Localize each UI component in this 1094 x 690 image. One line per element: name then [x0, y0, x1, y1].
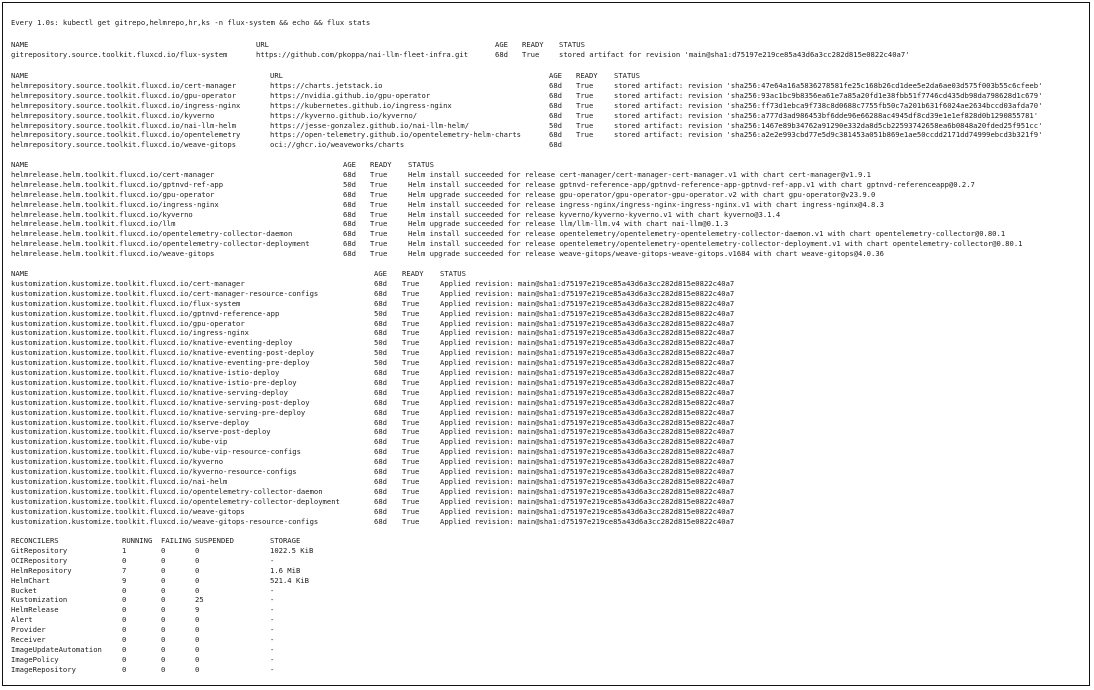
table-cell: True — [576, 110, 594, 120]
table-cell: Applied revision: main@sha1:d75197e219ce85a43d6a3cc282d815e0822c40a7 — [440, 338, 735, 348]
table-cell: helmrelease.helm.toolkit.fluxcd.io/gpu-operator — [11, 189, 215, 199]
table-cell: Applied revision: main@sha1:d75197e219ce85a43d6a3cc282d815e0822c40a7 — [440, 278, 735, 288]
table-cell: 0 — [161, 615, 166, 625]
table-cell: True — [576, 80, 594, 90]
column-header: URL — [270, 71, 283, 80]
table-cell: True — [402, 308, 420, 318]
table-cell: kustomization.kustomize.toolkit.fluxcd.io/kyverno-resource-configs — [11, 467, 297, 476]
table-cell: 68d — [374, 377, 387, 387]
table-cell: 0 — [161, 595, 166, 605]
table-cell: True — [402, 397, 420, 407]
table-cell: True — [370, 219, 388, 229]
table-cell: kustomization.kustomize.toolkit.fluxcd.io/knative-eventing-post-deploy — [11, 348, 314, 358]
table-cell: kustomization.kustomize.toolkit.fluxcd.io/knative-serving-deploy — [11, 387, 288, 397]
table-cell: True — [402, 437, 420, 447]
table-cell: 0 — [122, 644, 127, 654]
column-header: STATUS — [440, 269, 466, 278]
column-header: AGE — [495, 40, 508, 49]
table-cell: kustomization.kustomize.toolkit.fluxcd.io/kserve-post-deploy — [11, 427, 271, 437]
table-cell: 7 — [122, 565, 127, 575]
table-cell: True — [370, 189, 388, 199]
table-cell: True — [402, 447, 420, 457]
table-cell: - — [270, 635, 275, 644]
column-header: READY — [522, 40, 544, 49]
table-cell: 0 — [195, 555, 200, 565]
table-cell: True — [402, 506, 420, 516]
table-cell: 68d — [374, 457, 387, 467]
table-cell: True — [402, 476, 420, 486]
table-cell: https://nvidia.github.io/gpu-operator — [270, 90, 431, 100]
table-cell: 0 — [122, 654, 127, 664]
table-cell: Applied revision: main@sha1:d75197e219ce85a43d6a3cc282d815e0822c40a7 — [440, 318, 735, 328]
column-header: NAME — [11, 40, 29, 49]
table-cell: Applied revision: main@sha1:d75197e219ce85a43d6a3cc282d815e0822c40a7 — [440, 437, 735, 447]
table-cell: True — [402, 486, 420, 496]
table-cell: Applied revision: main@sha1:d75197e219ce85a43d6a3cc282d815e0822c40a7 — [440, 496, 735, 506]
table-cell: True — [370, 169, 388, 179]
table-cell: helmrepository.source.toolkit.fluxcd.io/ingress-nginx — [11, 100, 241, 110]
table-cell: kustomization.kustomize.toolkit.fluxcd.io/kube-vip — [11, 437, 228, 447]
column-header: RUNNING — [122, 536, 153, 545]
table-cell: ImageRepository — [11, 664, 76, 674]
table-cell: True — [370, 199, 388, 209]
table-cell: 25 — [195, 595, 204, 605]
table-cell: 0 — [195, 644, 200, 654]
table-cell: kustomization.kustomize.toolkit.fluxcd.io/weave-gitops-resource-configs — [11, 516, 319, 526]
table-cell: 0 — [161, 654, 166, 664]
column-header: RECONCILERS — [11, 536, 59, 545]
table-cell: 68d — [374, 437, 387, 447]
table-cell: 0 — [195, 635, 200, 644]
table-cell: stored artifact: revision 'sha256:a2e2e993cbd77e5d9c381453a051b869e1ae50ccdd2171dd74999ebcd3b321f9' — [614, 130, 1043, 140]
column-header: READY — [576, 71, 598, 80]
table-cell: True — [402, 338, 420, 348]
table-cell: 50d — [374, 338, 387, 348]
table-cell: Applied revision: main@sha1:d75197e219ce85a43d6a3cc282d815e0822c40a7 — [440, 377, 735, 387]
table-cell: 68d — [374, 467, 387, 476]
table-cell: Applied revision: main@sha1:d75197e219ce85a43d6a3cc282d815e0822c40a7 — [440, 328, 735, 338]
table-cell: 0 — [195, 654, 200, 664]
table-cell: 0 — [122, 585, 127, 595]
table-cell: 68d — [374, 368, 387, 377]
table-cell: True — [402, 318, 420, 328]
table-cell: - — [270, 625, 275, 635]
table-cell: kustomization.kustomize.toolkit.fluxcd.io/cert-manager-resource-configs — [11, 288, 319, 298]
table-cell: kustomization.kustomize.toolkit.fluxcd.io/knative-istio-deploy — [11, 368, 280, 377]
table-cell: True — [522, 49, 540, 59]
table-cell: https://github.com/pkoppa/nai-llm-fleet-infra.git — [256, 49, 469, 59]
table-cell: 0 — [122, 635, 127, 644]
table-cell: True — [576, 100, 594, 110]
table-cell: 0 — [161, 635, 166, 644]
column-header: SUSPENDED — [195, 536, 234, 545]
table-cell: GitRepository — [11, 545, 68, 555]
table-cell: helmrelease.helm.toolkit.fluxcd.io/ingress-nginx — [11, 199, 219, 209]
table-cell: 68d — [495, 49, 508, 59]
table-cell: HelmRelease — [11, 605, 59, 615]
table-cell: https://charts.jetstack.io — [270, 80, 383, 90]
table-cell: Helm install succeeded for release gptnvd-reference-app/gptnvd-reference-app-gptnvd-ref-app.v1 with chart gptnvd-referenceapp@0.2.7 — [408, 179, 975, 189]
table-cell: 50d — [374, 358, 387, 368]
table-cell: Helm install succeeded for release opentelemetry/opentelemetry-opentelemetry-collector-daemon.v1 with chart opentelemetry-collector@0.80.1 — [408, 229, 1006, 239]
table-cell: 0 — [195, 625, 200, 635]
table-cell: https://kyverno.github.io/kyverno/ — [270, 110, 418, 120]
table-cell: 68d — [374, 318, 387, 328]
table-cell: kustomization.kustomize.toolkit.fluxcd.io/ingress-nginx — [11, 328, 249, 338]
table-cell: helmrelease.helm.toolkit.fluxcd.io/opentelemetry-collector-deployment — [11, 239, 310, 249]
column-header: AGE — [343, 160, 356, 169]
table-cell: kustomization.kustomize.toolkit.fluxcd.io/gptnvd-reference-app — [11, 308, 280, 318]
table-cell: 68d — [343, 229, 356, 239]
table-cell: True — [402, 387, 420, 397]
table-cell: https://open-telemetry.github.io/opentelemetry-helm-charts — [270, 130, 521, 140]
table-cell: Applied revision: main@sha1:d75197e219ce85a43d6a3cc282d815e0822c40a7 — [440, 467, 735, 476]
column-header: STORAGE — [270, 536, 301, 545]
table-cell: 68d — [374, 397, 387, 407]
table-cell: Applied revision: main@sha1:d75197e219ce85a43d6a3cc282d815e0822c40a7 — [440, 447, 735, 457]
table-cell: True — [402, 278, 420, 288]
table-cell: 68d — [374, 278, 387, 288]
table-cell: OCIRepository — [11, 555, 68, 565]
table-cell: True — [402, 407, 420, 417]
table-cell: 0 — [161, 664, 166, 674]
table-cell: HelmRepository — [11, 565, 72, 575]
watch-command-header: Every 1.0s: kubectl get gitrepo,helmrepo,hr,ks -n flux-system && echo && flux stats — [11, 18, 371, 27]
table-cell: Applied revision: main@sha1:d75197e219ce85a43d6a3cc282d815e0822c40a7 — [440, 358, 735, 368]
table-cell: Helm upgrade succeeded for release weave-gitops/weave-gitops-weave-gitops.v1684 with chart weave-gitops@4.0.36 — [408, 249, 884, 259]
column-header: FAILING — [161, 536, 192, 545]
table-cell: stored artifact: revision 'sha256:ff73d1ebca9f738c8d0688c7755fb50c7a201b631f6024ae2634bccd03afda70' — [614, 100, 1043, 110]
table-cell: - — [270, 555, 275, 565]
table-cell: 68d — [374, 506, 387, 516]
table-cell: - — [270, 595, 275, 605]
table-cell: 68d — [343, 249, 356, 259]
table-cell: kustomization.kustomize.toolkit.fluxcd.io/flux-system — [11, 298, 241, 308]
column-header: STATUS — [559, 40, 585, 49]
table-cell: - — [270, 664, 275, 674]
table-cell: kustomization.kustomize.toolkit.fluxcd.io/kube-vip-resource-configs — [11, 447, 301, 457]
table-cell: 1 — [122, 545, 127, 555]
table-cell: 0 — [161, 565, 166, 575]
table-cell: True — [402, 516, 420, 526]
table-cell: True — [370, 249, 388, 259]
table-cell: helmrelease.helm.toolkit.fluxcd.io/cert-manager — [11, 169, 215, 179]
table-cell: 68d — [374, 328, 387, 338]
table-cell: 68d — [374, 288, 387, 298]
table-cell: 0 — [122, 555, 127, 565]
table-cell: kustomization.kustomize.toolkit.fluxcd.io/kserve-deploy — [11, 417, 249, 427]
table-cell: 68d — [549, 90, 562, 100]
table-cell: kustomization.kustomize.toolkit.fluxcd.io/knative-serving-pre-deploy — [11, 407, 306, 417]
table-cell: helmrelease.helm.toolkit.fluxcd.io/weave-gitops — [11, 249, 215, 259]
table-cell: stored artifact for revision 'main@sha1:d75197e219ce85a43d6a3cc282d815e0822c40a7' — [559, 49, 910, 59]
table-cell: helmrelease.helm.toolkit.fluxcd.io/opentelemetry-collector-daemon — [11, 229, 293, 239]
table-cell: Helm install succeeded for release ingress-nginx/ingress-nginx-ingress-nginx.v1 with chart ingress-nginx@4.8.3 — [408, 199, 884, 209]
table-cell: Applied revision: main@sha1:d75197e219ce85a43d6a3cc282d815e0822c40a7 — [440, 476, 735, 486]
table-cell: 68d — [374, 476, 387, 486]
table-cell: 50d — [374, 348, 387, 358]
column-header: READY — [402, 269, 424, 278]
table-cell: - — [270, 585, 275, 595]
table-cell: Applied revision: main@sha1:d75197e219ce85a43d6a3cc282d815e0822c40a7 — [440, 486, 735, 496]
table-cell: Kustomization — [11, 595, 68, 605]
table-cell: 0 — [195, 575, 200, 585]
column-header: URL — [256, 40, 269, 49]
table-cell: 68d — [374, 298, 387, 308]
table-cell: Receiver — [11, 635, 46, 644]
table-cell: - — [270, 644, 275, 654]
table-cell: 0 — [161, 545, 166, 555]
column-header: STATUS — [614, 71, 640, 80]
table-cell: Applied revision: main@sha1:d75197e219ce85a43d6a3cc282d815e0822c40a7 — [440, 368, 735, 377]
table-cell: 68d — [549, 140, 562, 150]
column-header: READY — [370, 160, 392, 169]
table-cell: kustomization.kustomize.toolkit.fluxcd.io/nai-helm — [11, 476, 228, 486]
table-cell: helmrelease.helm.toolkit.fluxcd.io/kyverno — [11, 209, 193, 219]
table-cell: helmrepository.source.toolkit.fluxcd.io/gpu-operator — [11, 90, 237, 100]
table-cell: 50d — [549, 120, 562, 130]
table-cell: 68d — [374, 407, 387, 417]
table-cell: 68d — [343, 199, 356, 209]
table-cell: - — [270, 654, 275, 664]
table-cell: kustomization.kustomize.toolkit.fluxcd.io/opentelemetry-collector-daemon — [11, 486, 323, 496]
table-cell: True — [402, 348, 420, 358]
table-cell: 50d — [374, 308, 387, 318]
table-cell: 0 — [161, 644, 166, 654]
table-cell: True — [370, 209, 388, 219]
table-cell: stored artifact: revision 'sha256:47e64a16a5836278581fe25c168b26cd1dee5e2da6ae03d575f003b55c6cfeeb' — [614, 80, 1043, 90]
table-cell: Applied revision: main@sha1:d75197e219ce85a43d6a3cc282d815e0822c40a7 — [440, 516, 735, 526]
table-cell: Helm install succeeded for release cert-manager/cert-manager-cert-manager.v1 with chart cert-manager@v1.9.1 — [408, 169, 872, 179]
table-cell: 0 — [195, 615, 200, 625]
table-cell: 68d — [343, 189, 356, 199]
table-cell: True — [576, 90, 594, 100]
table-cell: True — [370, 179, 388, 189]
table-cell: 68d — [374, 417, 387, 427]
table-cell: 0 — [122, 625, 127, 635]
table-cell: 68d — [343, 209, 356, 219]
table-cell: ImagePolicy — [11, 654, 59, 664]
table-cell: 0 — [161, 585, 166, 595]
table-cell: 68d — [549, 100, 562, 110]
table-cell: Applied revision: main@sha1:d75197e219ce85a43d6a3cc282d815e0822c40a7 — [440, 407, 735, 417]
table-cell: 0 — [122, 605, 127, 615]
table-cell: Bucket — [11, 585, 37, 595]
table-cell: 68d — [549, 80, 562, 90]
column-header: AGE — [549, 71, 562, 80]
table-cell: 68d — [343, 219, 356, 229]
table-cell: 0 — [161, 575, 166, 585]
table-cell: 0 — [161, 605, 166, 615]
table-cell: Provider — [11, 625, 46, 635]
table-cell: helmrepository.source.toolkit.fluxcd.io/opentelemetry — [11, 130, 241, 140]
table-cell: True — [402, 288, 420, 298]
table-cell: stored artifact: revision 'sha256:93ac1bc9b8356ea61e7a85a20fd1e38fbb51f7746cd435db98da798628d1c679' — [614, 90, 1043, 100]
table-cell: Applied revision: main@sha1:d75197e219ce85a43d6a3cc282d815e0822c40a7 — [440, 298, 735, 308]
table-cell: Applied revision: main@sha1:d75197e219ce85a43d6a3cc282d815e0822c40a7 — [440, 506, 735, 516]
table-cell: - — [270, 615, 275, 625]
table-cell: 0 — [122, 615, 127, 625]
table-cell: kustomization.kustomize.toolkit.fluxcd.io/cert-manager — [11, 278, 245, 288]
table-cell: 68d — [374, 447, 387, 457]
table-cell: HelmChart — [11, 575, 50, 585]
table-cell: 0 — [122, 595, 127, 605]
table-cell: stored artifact: revision 'sha256:1467e89b34762a91290e332da8d5cb22593742658ea6b0848a20fded25f951cc' — [614, 120, 1043, 130]
column-header: NAME — [11, 269, 29, 278]
table-cell: gitrepository.source.toolkit.fluxcd.io/flux-system — [11, 49, 228, 59]
table-cell: True — [402, 467, 420, 476]
table-cell: Applied revision: main@sha1:d75197e219ce85a43d6a3cc282d815e0822c40a7 — [440, 387, 735, 397]
table-cell: 521.4 KiB — [270, 575, 309, 585]
table-cell: 0 — [161, 625, 166, 635]
table-cell: Applied revision: main@sha1:d75197e219ce85a43d6a3cc282d815e0822c40a7 — [440, 288, 735, 298]
table-cell: 1.6 MiB — [270, 565, 301, 575]
table-cell: 50d — [343, 179, 356, 189]
table-cell: True — [576, 130, 594, 140]
table-cell: helmrepository.source.toolkit.fluxcd.io/kyverno — [11, 110, 215, 120]
table-cell: True — [402, 457, 420, 467]
table-cell: True — [402, 328, 420, 338]
table-cell: kustomization.kustomize.toolkit.fluxcd.io/kyverno — [11, 457, 224, 467]
table-cell: 68d — [549, 110, 562, 120]
table-cell: True — [402, 377, 420, 387]
table-cell: Applied revision: main@sha1:d75197e219ce85a43d6a3cc282d815e0822c40a7 — [440, 308, 735, 318]
table-cell: https://jesse-gonzalez.github.io/nai-llm-helm/ — [270, 120, 470, 130]
table-cell: Helm upgrade succeeded for release gpu-operator/gpu-operator-gpu-operator.v2 with chart gpu-operator@v23.9.0 — [408, 189, 876, 199]
table-cell: 68d — [374, 496, 387, 506]
table-cell: 0 — [195, 585, 200, 595]
table-cell: 0 — [122, 664, 127, 674]
table-cell: Applied revision: main@sha1:d75197e219ce85a43d6a3cc282d815e0822c40a7 — [440, 427, 735, 437]
table-cell: https://kubernetes.github.io/ingress-nginx — [270, 100, 452, 110]
table-cell: kustomization.kustomize.toolkit.fluxcd.io/knative-istio-pre-deploy — [11, 377, 297, 387]
table-cell: True — [402, 427, 420, 437]
table-cell: 0 — [195, 545, 200, 555]
table-cell: oci://ghcr.io/weaveworks/charts — [270, 140, 405, 150]
table-cell: True — [402, 368, 420, 377]
table-cell: Applied revision: main@sha1:d75197e219ce85a43d6a3cc282d815e0822c40a7 — [440, 417, 735, 427]
table-cell: Applied revision: main@sha1:d75197e219ce85a43d6a3cc282d815e0822c40a7 — [440, 348, 735, 358]
table-cell: 1022.5 KiB — [270, 545, 314, 555]
table-cell: helmrelease.helm.toolkit.fluxcd.io/gptnvd-ref-app — [11, 179, 224, 189]
table-cell: 68d — [374, 516, 387, 526]
table-cell: 9 — [122, 575, 127, 585]
table-cell: 9 — [195, 605, 200, 615]
column-header: AGE — [374, 269, 387, 278]
table-cell: kustomization.kustomize.toolkit.fluxcd.io/weave-gitops — [11, 506, 245, 516]
table-cell: True — [576, 120, 594, 130]
column-header: NAME — [11, 71, 29, 80]
table-cell: 68d — [374, 387, 387, 397]
table-cell: 0 — [195, 565, 200, 575]
table-cell: True — [370, 239, 388, 249]
table-cell: Helm install succeeded for release opentelemetry/opentelemetry-opentelemetry-collector-deployment.v1 with chart opentelemetry-collector@0.80.1 — [408, 239, 1023, 249]
table-cell: kustomization.kustomize.toolkit.fluxcd.io/knative-eventing-pre-deploy — [11, 358, 310, 368]
table-cell: kustomization.kustomize.toolkit.fluxcd.io/opentelemetry-collector-deployment — [11, 496, 340, 506]
table-cell: True — [402, 496, 420, 506]
column-header: NAME — [11, 160, 29, 169]
table-cell: kustomization.kustomize.toolkit.fluxcd.io/gpu-operator — [11, 318, 245, 328]
table-cell: 68d — [549, 130, 562, 140]
table-cell: Applied revision: main@sha1:d75197e219ce85a43d6a3cc282d815e0822c40a7 — [440, 397, 735, 407]
table-cell: Applied revision: main@sha1:d75197e219ce85a43d6a3cc282d815e0822c40a7 — [440, 457, 735, 467]
table-cell: 68d — [374, 427, 387, 437]
table-cell: True — [370, 229, 388, 239]
table-cell: 68d — [374, 486, 387, 496]
table-cell: True — [402, 417, 420, 427]
table-cell: - — [270, 605, 275, 615]
table-cell: True — [402, 298, 420, 308]
table-cell: stored artifact: revision 'sha256:a777d3ad986453bf6dde96e66288ac4945df8cd39e1e1ef828d0b1290855781' — [614, 110, 1039, 120]
table-cell: helmrepository.source.toolkit.fluxcd.io/nai-llm-helm — [11, 120, 237, 130]
table-cell: Alert — [11, 615, 33, 625]
table-cell: 0 — [195, 664, 200, 674]
table-cell: kustomization.kustomize.toolkit.fluxcd.io/knative-eventing-deploy — [11, 338, 293, 348]
table-cell: helmrepository.source.toolkit.fluxcd.io/weave-gitops — [11, 140, 237, 150]
table-cell: helmrepository.source.toolkit.fluxcd.io/cert-manager — [11, 80, 237, 90]
terminal-window[interactable] — [2, 2, 1090, 686]
table-cell: Helm upgrade succeeded for release llm/llm-llm.v4 with chart nai-llm@0.1.3 — [408, 219, 729, 229]
table-cell: helmrelease.helm.toolkit.fluxcd.io/llm — [11, 219, 176, 229]
table-cell: Helm install succeeded for release kyverno/kyverno-kyverno.v1 with chart kyverno@3.1.4 — [408, 209, 781, 219]
table-cell: 0 — [161, 555, 166, 565]
column-header: STATUS — [408, 160, 434, 169]
table-cell: ImageUpdateAutomation — [11, 644, 102, 654]
table-cell: kustomization.kustomize.toolkit.fluxcd.io/knative-serving-post-deploy — [11, 397, 310, 407]
table-cell: True — [402, 358, 420, 368]
table-cell: 68d — [343, 169, 356, 179]
table-cell: 68d — [343, 239, 356, 249]
